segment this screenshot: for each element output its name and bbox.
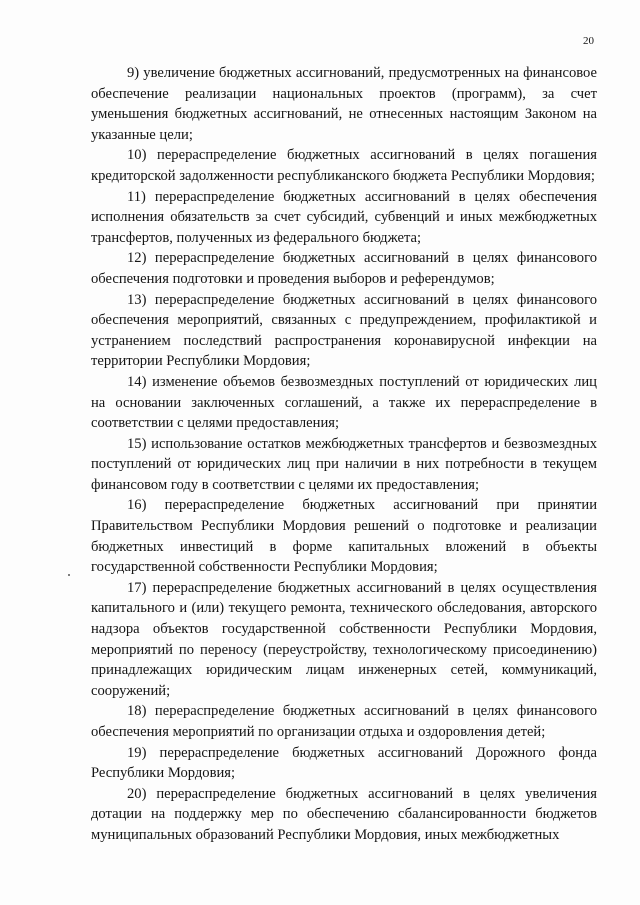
paragraph-item-13: 13) перераспределение бюджетных ассигнований в целях финансового обеспечения мероприятий, связанных с предупреждением, профилактикой и устранением последствий распространения коронавирусной инфекции на территории Республики Мордовия;: [91, 291, 597, 370]
paragraph-item-16: 16) перераспределение бюджетных ассигнований при принятии Правительством Республики Мордовия решений о подготовке и реализации бюджетных инвестиций в форме капитальных вложений в объекты государственной собственности Республики Мордовия;: [91, 497, 597, 576]
page-number: 20: [583, 35, 594, 47]
paragraph-item-20: 20) перераспределение бюджетных ассигнований в целях увеличения дотации на поддержку мер по обеспечению сбалансированности бюджетов муниципальных образований Республики Мордовия, иных межбюджетных: [91, 785, 597, 843]
paragraph-item-11: 11) перераспределение бюджетных ассигнований в целях обеспечения исполнения обязательств за счет субсидий, субвенций и иных межбюджетных трансфертов, полученных из федерального бюджета;: [91, 188, 597, 246]
paragraph-item-14: 14) изменение объемов безвозмездных поступлений от юридических лиц на основании заключенных соглашений, а также их перераспределение в соответствии с целями предоставления;: [91, 373, 597, 432]
scan-speck: [68, 574, 70, 576]
document-body: [91, 63, 597, 846]
paragraph-item-19: 19) перераспределение бюджетных ассигнований Дорожного фонда Республики Мордовия;: [91, 744, 597, 782]
paragraph-item-17: 17) перераспределение бюджетных ассигнований в целях осуществления капитального и (или) текущего ремонта, технического обследования, авторского надзора объектов государственной собственности Республики Мордовия, мероприятий по переносу (переустройству, технологическому присоединению) принадлежащих юридическим лицам инженерных сетей, коммуникаций, сооружений;: [91, 579, 597, 699]
paragraph-item-10: 10) перераспределение бюджетных ассигнований в целях погашения кредиторской задолженности республиканского бюджета Республики Мордовия;: [91, 147, 597, 184]
paragraph-item-15: 15) использование остатков межбюджетных трансфертов и безвозмездных поступлений от юридических лиц при наличии в них потребности в текущем финансовом году в соответствии с целями их предоставления;: [91, 435, 597, 493]
paragraph-item-9: 9) увеличение бюджетных ассигнований, предусмотренных на финансовое обеспечение реализации национальных проектов (программ), за счет уменьшения бюджетных ассигнований, не отнесенных настоящим Законом на указанные цели;: [91, 65, 597, 143]
paragraph-item-18: 18) перераспределение бюджетных ассигнований в целях финансового обеспечения мероприятий по организации отдыха и оздоровления детей;: [91, 703, 597, 740]
paragraph-item-12: 12) перераспределение бюджетных ассигнований в целях финансового обеспечения подготовки и проведения выборов и референдумов;: [91, 250, 597, 287]
